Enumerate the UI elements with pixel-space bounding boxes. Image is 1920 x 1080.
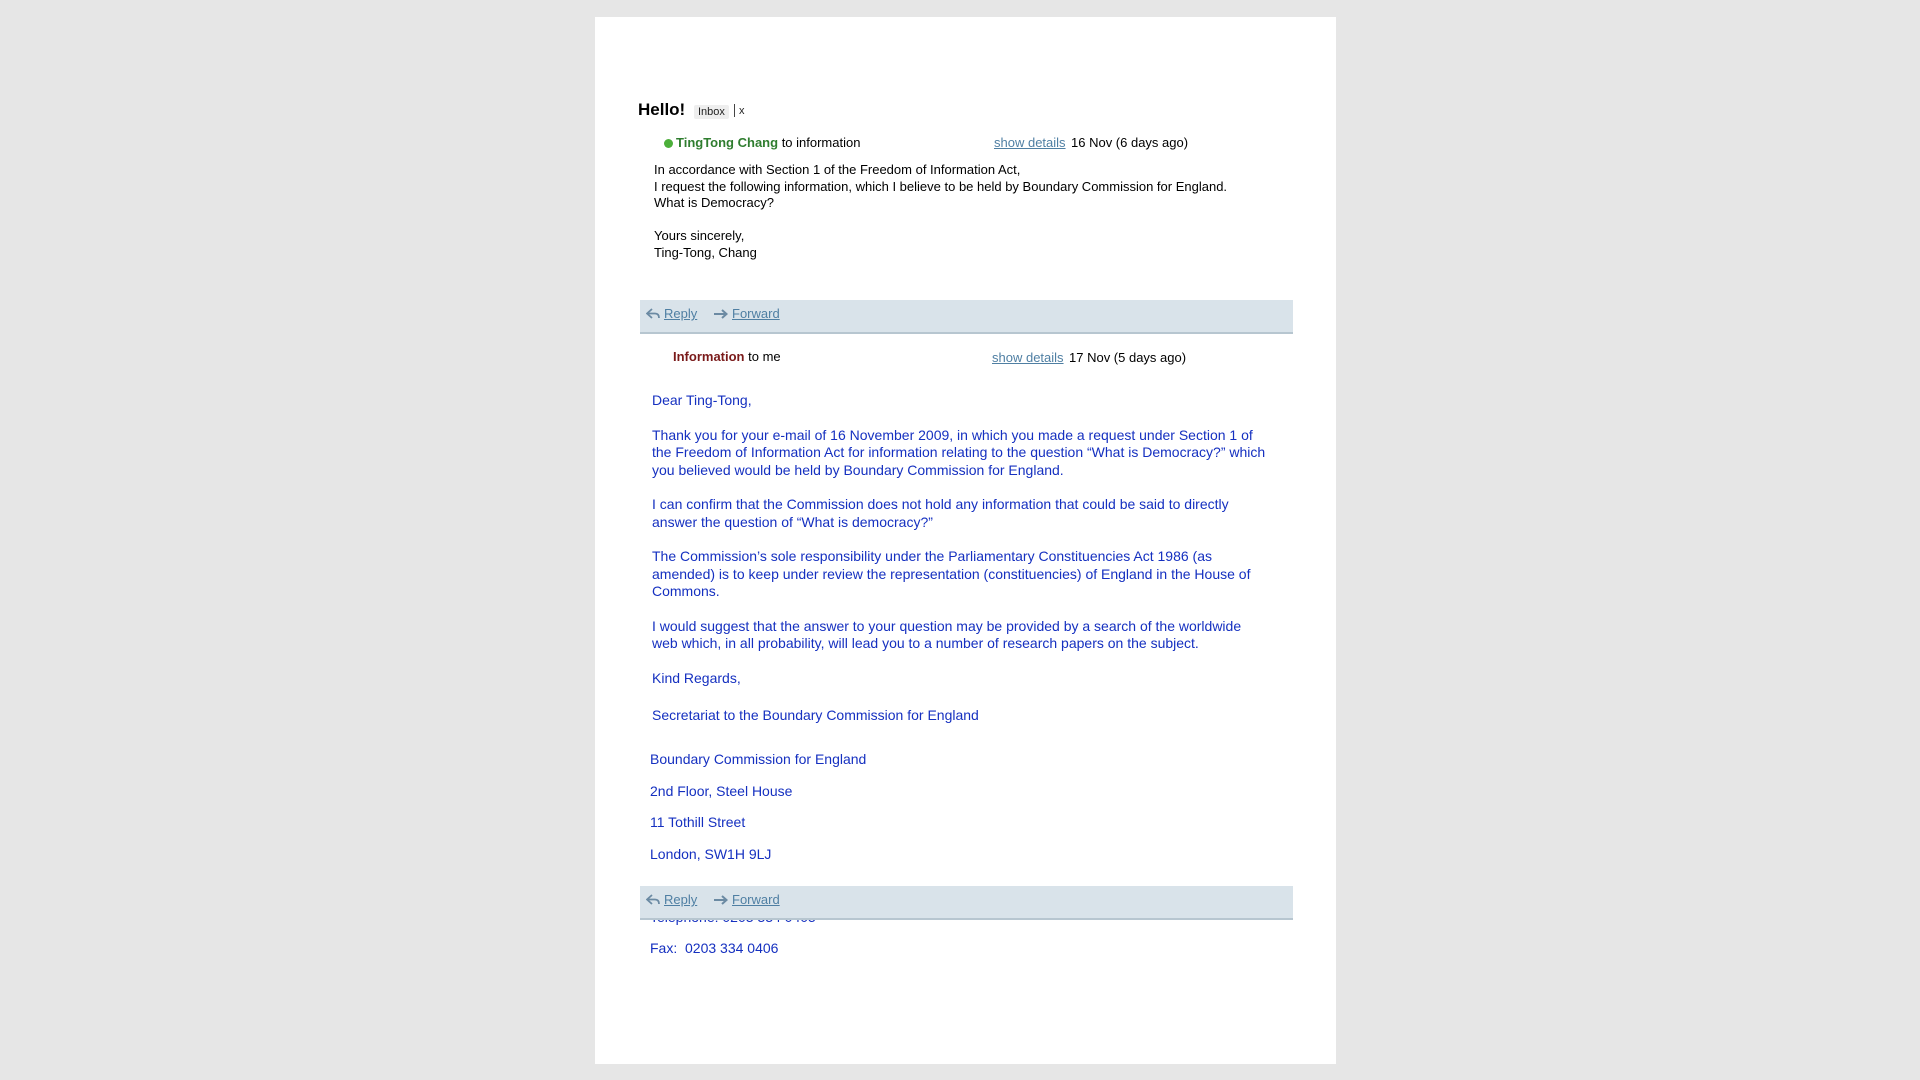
address-line: London, SW1H 9LJ <box>650 845 772 862</box>
message1-body <box>654 162 1227 261</box>
message2-signoff: Secretariat to the Boundary Commission for England <box>652 707 979 723</box>
message2-action-bar <box>640 886 1293 920</box>
message2-body <box>652 392 1265 725</box>
message1-line: I request the following information, which I believe to be held by Boundary Commission for England. <box>654 178 1228 194</box>
forward-arrow-icon <box>713 893 729 907</box>
message2-sender[interactable]: Information <box>673 349 745 364</box>
message1-line: In accordance with Section 1 of the Freedom of Information Act, <box>654 162 1021 177</box>
message1-sender[interactable]: TingTong Chang <box>676 135 779 150</box>
forward-button[interactable] <box>713 892 780 907</box>
message1-line <box>654 212 1227 229</box>
message2-date: 17 Nov (5 days ago) <box>1069 350 1187 365</box>
fax-line: Fax: 0203 334 0406 <box>650 940 779 956</box>
message2-paragraph <box>652 618 1265 653</box>
message2-show-details-link[interactable]: show details <box>992 350 1064 365</box>
message1-recipient: to information <box>781 135 861 150</box>
message2-line: amended) is to keep under review the representation (constituencies) of England in the House of <box>652 565 1251 582</box>
message2-paragraph <box>652 427 1265 480</box>
remove-label-button[interactable]: x <box>739 105 745 117</box>
address-line: 11 Tothill Street <box>650 814 746 830</box>
forward-label: Forward <box>732 306 780 321</box>
message2-line: Thank you for your e-mail of 16 November 2009, in which you made a request under Section 1 of <box>652 426 1253 443</box>
message2-paragraph <box>652 496 1265 531</box>
address-line: 2nd Floor, Steel House <box>650 782 793 799</box>
reply-label: Reply <box>664 892 698 907</box>
message2-line: you believed would be held by Boundary Commission for England. <box>652 461 1064 478</box>
message1-line: What is Democracy? <box>654 195 774 210</box>
email-page <box>595 17 1336 1064</box>
address-line: Boundary Commission for England <box>650 751 867 767</box>
message2-greeting: Dear Ting-Tong, <box>652 392 752 408</box>
forward-label: Forward <box>732 892 780 907</box>
reply-button[interactable] <box>646 892 697 907</box>
message2-line: Commons. <box>652 583 720 599</box>
message2-signature <box>650 737 866 972</box>
message2-line: web which, in all probability, will lead you to a number of research papers on the subject. <box>652 635 1199 651</box>
inbox-label[interactable]: Inbox <box>694 105 729 119</box>
reply-button[interactable] <box>646 306 697 321</box>
message2-line: I can confirm that the Commission does not hold any information that could be said to directly <box>652 496 1229 512</box>
message1-line: Yours sincerely, <box>654 228 745 243</box>
message2-line: I would suggest that the answer to your question may be provided by a search of the worldwide <box>652 617 1242 634</box>
reply-icon <box>646 307 661 321</box>
message2-line: the Freedom of Information Act for information relating to the question “What is Democracy?” which <box>652 444 1266 460</box>
label-divider <box>734 104 735 117</box>
message1-date: 16 Nov (6 days ago) <box>1071 135 1189 150</box>
forward-arrow-icon <box>713 307 729 321</box>
message2-line: answer the question of “What is democracy?” <box>652 513 933 530</box>
message2-sender-line <box>673 349 781 364</box>
reply-label: Reply <box>664 306 698 321</box>
message2-recipient: to me <box>748 349 781 364</box>
message2-paragraph <box>652 548 1265 601</box>
message1-line: Ting-Tong, Chang <box>654 244 757 260</box>
message2-closing: Kind Regards, <box>652 669 741 686</box>
message1-action-bar <box>640 300 1293 334</box>
reply-icon <box>646 893 661 907</box>
message1-sender-line <box>676 135 860 150</box>
presence-online-icon <box>664 139 673 148</box>
message2-line: The Commission’s sole responsibility under the Parliamentary Constituencies Act 1986 (as <box>652 548 1213 564</box>
thread-subject: Hello! <box>638 100 686 119</box>
forward-button[interactable] <box>713 306 780 321</box>
message1-show-details-link[interactable]: show details <box>994 135 1066 150</box>
